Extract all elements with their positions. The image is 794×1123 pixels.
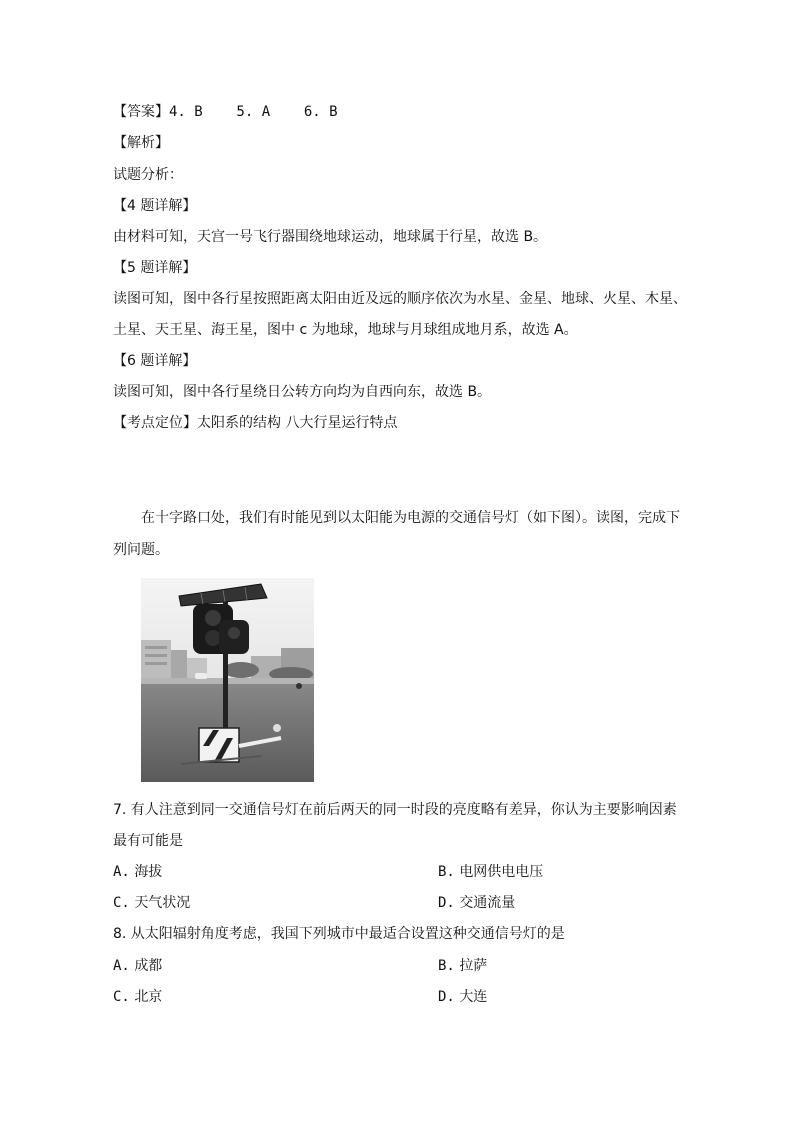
option-key: B.	[438, 864, 455, 880]
q7-option-a	[113, 862, 162, 882]
option-key: D.	[438, 895, 455, 911]
traffic-light-photo	[141, 578, 314, 782]
option-text: 北京	[134, 989, 163, 1005]
q4-text: 由材料可知，天宫一号飞行器围绕地球运动，地球属于行星，故选 B。	[113, 229, 548, 245]
answer-line	[113, 102, 338, 122]
q8-stem-line1: 8. 从太阳辐射角度考虑，我国下列城市中最适合设置这种交通信号灯的是	[113, 926, 565, 942]
q8-option-b	[438, 956, 487, 976]
q8-option-c	[113, 987, 162, 1007]
q5-text-line1: 读图可知，图中各行星按照距离太阳由近及远的顺序依次为水星、金星、地球、火星、木星、	[113, 291, 687, 307]
option-text: 拉萨	[459, 958, 488, 974]
q5-heading: 【5 题详解】	[113, 260, 197, 276]
option-key: A.	[113, 958, 130, 974]
q7-stem-line1: 7. 有人注意到同一交通信号灯在前后两天的同一时段的亮度略有差异，你认为主要影响因素	[113, 802, 677, 818]
option-text: 交通流量	[459, 895, 516, 911]
q7-option-d	[438, 893, 515, 913]
q8-option-d	[438, 987, 487, 1007]
passage-line2: 列问题。	[113, 542, 169, 558]
q7-option-c	[113, 893, 190, 913]
q8-option-a	[113, 956, 162, 976]
answer-label: 【答案】	[113, 104, 169, 120]
traffic-light-illustration	[141, 578, 314, 782]
option-text: 大连	[459, 989, 488, 1005]
answer-text: 4. B 5. A 6. B	[169, 104, 338, 120]
passage-line1: 在十字路口处，我们有时能见到以太阳能为电源的交通信号灯（如下图）。读图，完成下	[141, 510, 680, 526]
q5-text-line2: 土星、天王星、海王星，图中 c 为地球，地球与月球组成地月系，故选 A。	[113, 322, 578, 338]
key-point-line	[113, 413, 397, 433]
q6-heading: 【6 题详解】	[113, 353, 197, 369]
key-point-text: 太阳系的结构 八大行星运行特点	[197, 415, 398, 431]
option-text: 成都	[134, 958, 163, 974]
option-key: C.	[113, 989, 130, 1005]
option-key: C.	[113, 895, 130, 911]
option-key: D.	[438, 989, 455, 1005]
q4-heading: 【4 题详解】	[113, 198, 197, 214]
q7-stem-line2: 最有可能是	[113, 833, 183, 849]
analysis-heading: 【解析】	[113, 135, 169, 151]
option-key: A.	[113, 864, 130, 880]
option-text: 天气状况	[134, 895, 191, 911]
option-text: 海拔	[134, 864, 163, 880]
option-key: B.	[438, 958, 455, 974]
analysis-intro: 试题分析：	[113, 167, 183, 183]
q6-text: 读图可知，图中各行星绕日公转方向均为自西向东，故选 B。	[113, 384, 492, 400]
key-point-label: 【考点定位】	[113, 415, 197, 431]
q7-option-b	[438, 862, 543, 882]
option-text: 电网供电电压	[459, 864, 544, 880]
